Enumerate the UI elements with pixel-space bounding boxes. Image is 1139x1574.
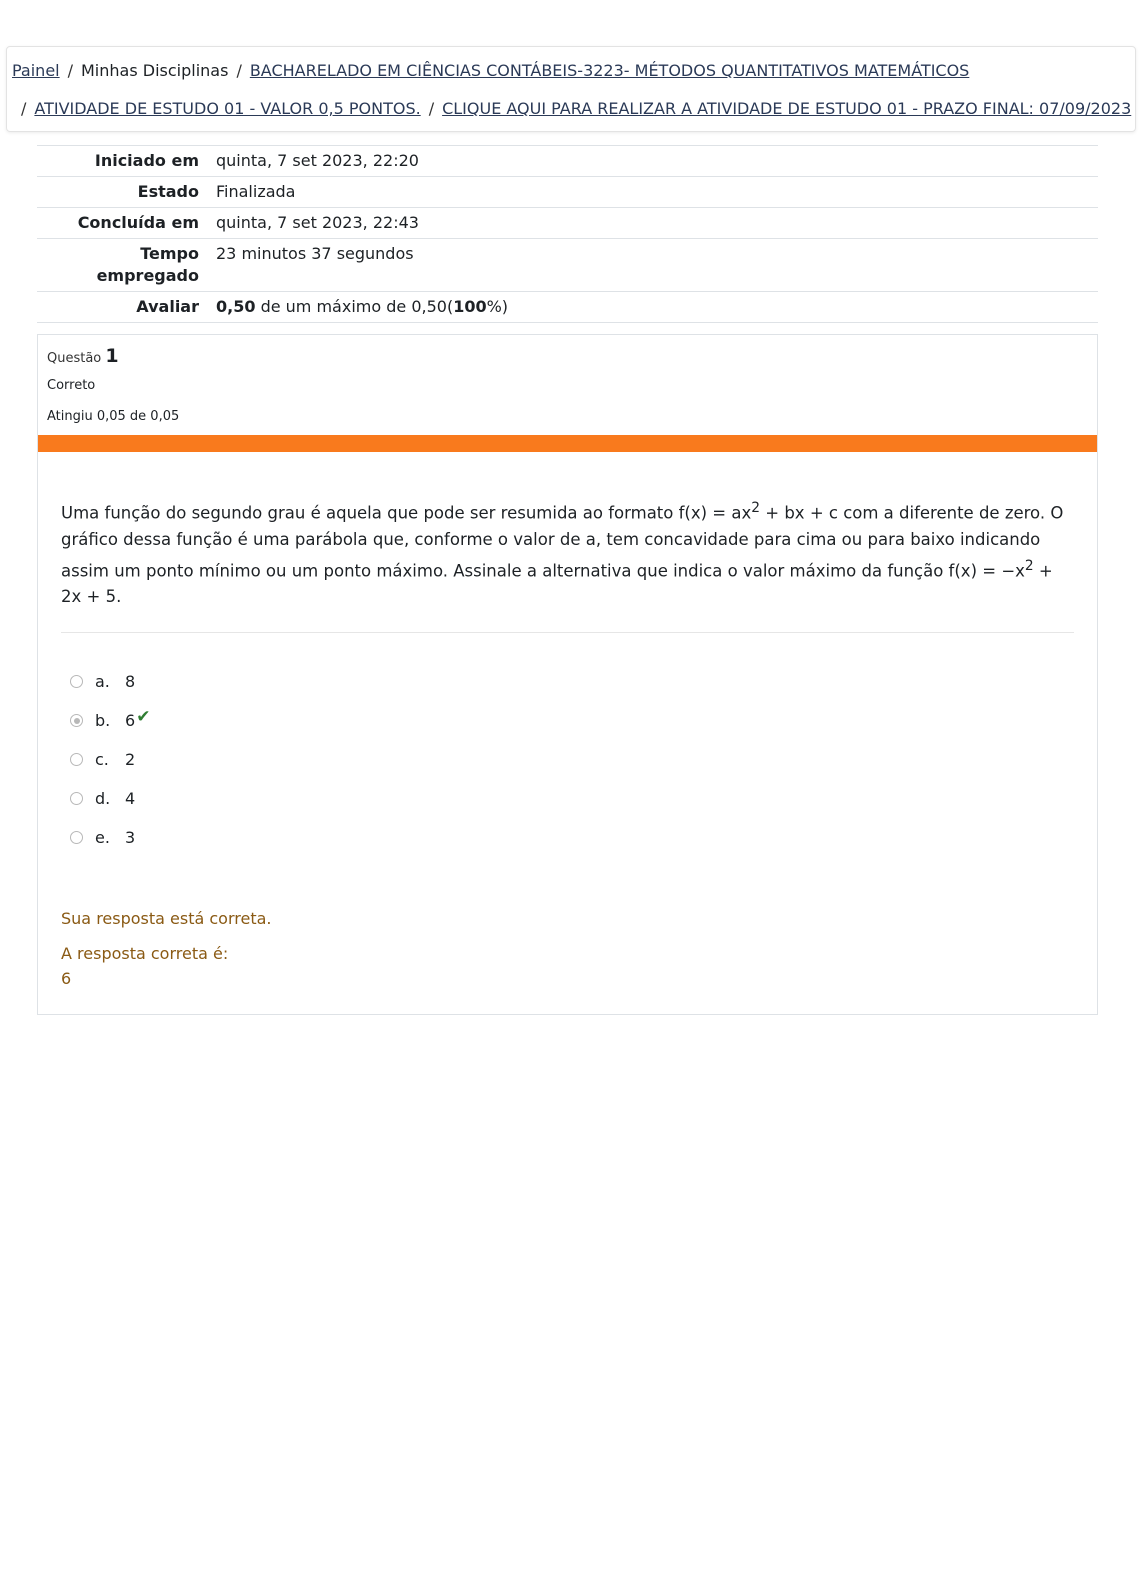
answer-value: 6 [125, 711, 136, 730]
answer-letter: b. [95, 711, 111, 730]
question-text-part: + bx + c com a diferente de zero. O gráfico dessa função é uma parábola que, conforme o valor de a, tem concavidade para cima ou para baixo indicando assim um ponto mínimo ou um ponto máximo. Assinale a alternativa que indica o valor máximo da função f(x) = −x [61, 503, 1064, 580]
breadcrumb-minhas-disciplinas: Minhas Disciplinas [81, 61, 229, 80]
feedback-right-answer: 6 [61, 969, 72, 988]
summary-label: Estado [137, 182, 199, 201]
answer-value: 2 [125, 750, 136, 769]
answer-option-d[interactable] [70, 779, 150, 818]
answer-value: 3 [125, 828, 136, 847]
summary-label: Concluída em [77, 213, 199, 232]
answer-letter: e. [95, 828, 110, 847]
question-accent-bar [38, 435, 1097, 452]
superscript: 2 [1024, 557, 1034, 574]
question-num: 1 [105, 345, 119, 367]
summary-value: Finalizada [216, 182, 296, 201]
summary-label-part: Tempo [140, 244, 199, 263]
radio-button[interactable] [70, 675, 83, 688]
radio-button[interactable] [70, 831, 83, 844]
answer-value: 4 [125, 789, 136, 808]
summary-label: Avaliar [136, 297, 199, 316]
radio-button-selected[interactable] [70, 714, 83, 727]
grade-percent: 100 [453, 297, 487, 316]
breadcrumb-line-1 [12, 61, 969, 80]
question-label: Questão [47, 351, 102, 366]
summary-value: 23 minutos 37 segundos [216, 244, 414, 263]
grade-end: %) [486, 297, 509, 316]
summary-row-started [37, 146, 1098, 177]
question-text [61, 495, 1076, 610]
answer-list [70, 662, 150, 857]
attempt-summary-table [37, 145, 1098, 323]
summary-value: quinta, 7 set 2023, 22:20 [216, 151, 419, 170]
breadcrumb-separator: / [236, 61, 242, 80]
breadcrumb-separator: / [428, 99, 435, 118]
summary-label: Iniciado em [94, 151, 199, 170]
summary-value: quinta, 7 set 2023, 22:43 [216, 213, 419, 232]
question-text-part: Uma função do segundo grau é aquela que pode ser resumida ao formato f(x) = ax [61, 503, 752, 523]
radio-button[interactable] [70, 792, 83, 805]
answer-letter: c. [95, 750, 109, 769]
answer-value: 8 [125, 672, 136, 691]
check-icon: ✔ [136, 706, 151, 727]
feedback-correct: Sua resposta está correta. [61, 909, 272, 928]
divider [61, 632, 1074, 633]
question-state: Correto [47, 378, 96, 393]
breadcrumb [6, 46, 1136, 132]
summary-label-part: empregado [96, 266, 199, 285]
answer-letter: d. [95, 789, 111, 808]
breadcrumb-course-link[interactable]: BACHARELADO EM CIÊNCIAS CONTÁBEIS-3223- MÉTODOS QUANTITATIVOS MATEMÁTICOS [249, 61, 970, 80]
breadcrumb-activity-link[interactable]: ATIVIDADE DE ESTUDO 01 - VALOR 0,5 PONTOS. [34, 99, 421, 118]
grade-score: 0,50 [216, 297, 256, 316]
answer-letter: a. [95, 672, 110, 691]
question-text-part: + 2x + 5. [61, 561, 1053, 606]
summary-row-grade [37, 292, 1098, 323]
breadcrumb-quiz-link[interactable]: CLIQUE AQUI PARA REALIZAR A ATIVIDADE DE ESTUDO 01 - PRAZO FINAL: 07/09/2023 [442, 99, 1132, 118]
question-box [37, 334, 1098, 1015]
answer-option-a[interactable] [70, 662, 150, 701]
answer-option-c[interactable] [70, 740, 150, 779]
summary-row-time [37, 239, 1098, 292]
breadcrumb-line-2 [21, 99, 1131, 118]
summary-value [199, 292, 508, 322]
summary-row-completed [37, 208, 1098, 239]
breadcrumb-separator: / [67, 61, 73, 80]
feedback-right-answer-label: A resposta correta é: [61, 944, 229, 963]
question-number [47, 345, 119, 367]
summary-row-state [37, 177, 1098, 208]
question-grade: Atingiu 0,05 de 0,05 [47, 409, 180, 424]
breadcrumb-painel-link[interactable]: Painel [12, 61, 60, 80]
summary-label [37, 239, 199, 291]
answer-option-e[interactable] [70, 818, 150, 857]
radio-button[interactable] [70, 753, 83, 766]
superscript: 2 [751, 500, 761, 516]
answer-option-b[interactable] [70, 701, 150, 740]
breadcrumb-separator: / [21, 99, 27, 118]
grade-mid: de um máximo de 0,50( [255, 297, 454, 316]
